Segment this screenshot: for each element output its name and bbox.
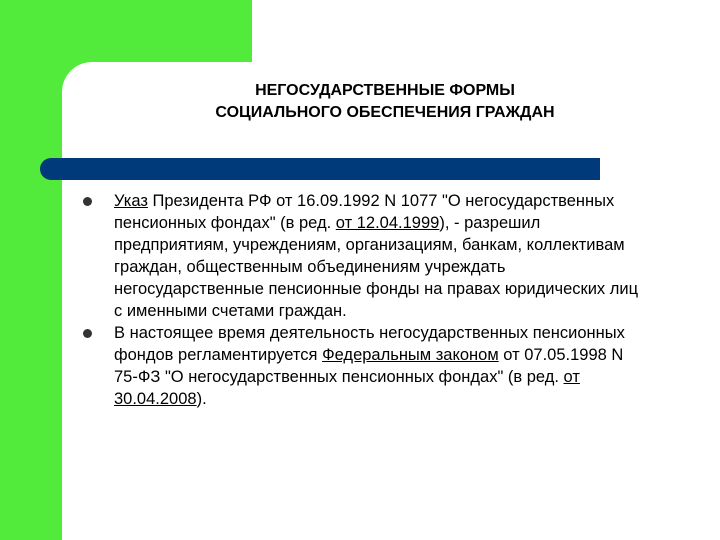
title-line-2: СОЦИАЛЬНОГО ОБЕСПЕЧЕНИЯ ГРАЖДАН (215, 104, 555, 121)
bullet-icon (83, 197, 92, 206)
list-item-text: ), - разрешил предприятиям, учреждениям, организациям, банкам, коллективам граждан, общественным объединениям учреждать негосударственные пенсионные фонды на правах юридических лиц с именными счетами граждан. (114, 214, 639, 320)
list-item-text: от 07.05.1998 N 75-ФЗ "О негосударственных пенсионных фондах" (в ред. (114, 346, 624, 386)
decree-link[interactable]: Указ (114, 192, 148, 210)
edition-date-link[interactable]: от 30.04.2008 (114, 368, 580, 408)
page-title (120, 80, 650, 124)
list-item-text: Президента РФ от 16.09.1992 N 1077 "О негосударственных пенсионных фондах" (в ред. (114, 192, 615, 232)
list-item-text: В настоящее время деятельность негосударственных пенсионных фондов регламентируется (114, 324, 625, 364)
bullet-list (82, 190, 642, 410)
list-item-text: ). (196, 390, 207, 408)
federal-law-link[interactable]: Федеральным законом (322, 346, 499, 364)
list-item (82, 190, 642, 322)
list-item (82, 322, 642, 410)
title-line-1: НЕГОСУДАРСТВЕННЫЕ ФОРМЫ (255, 82, 515, 99)
title-divider-bar (40, 158, 600, 180)
edition-date-link[interactable]: от 12.04.1999 (335, 214, 440, 232)
green-left-strip (0, 0, 62, 540)
bullet-icon (83, 329, 92, 338)
